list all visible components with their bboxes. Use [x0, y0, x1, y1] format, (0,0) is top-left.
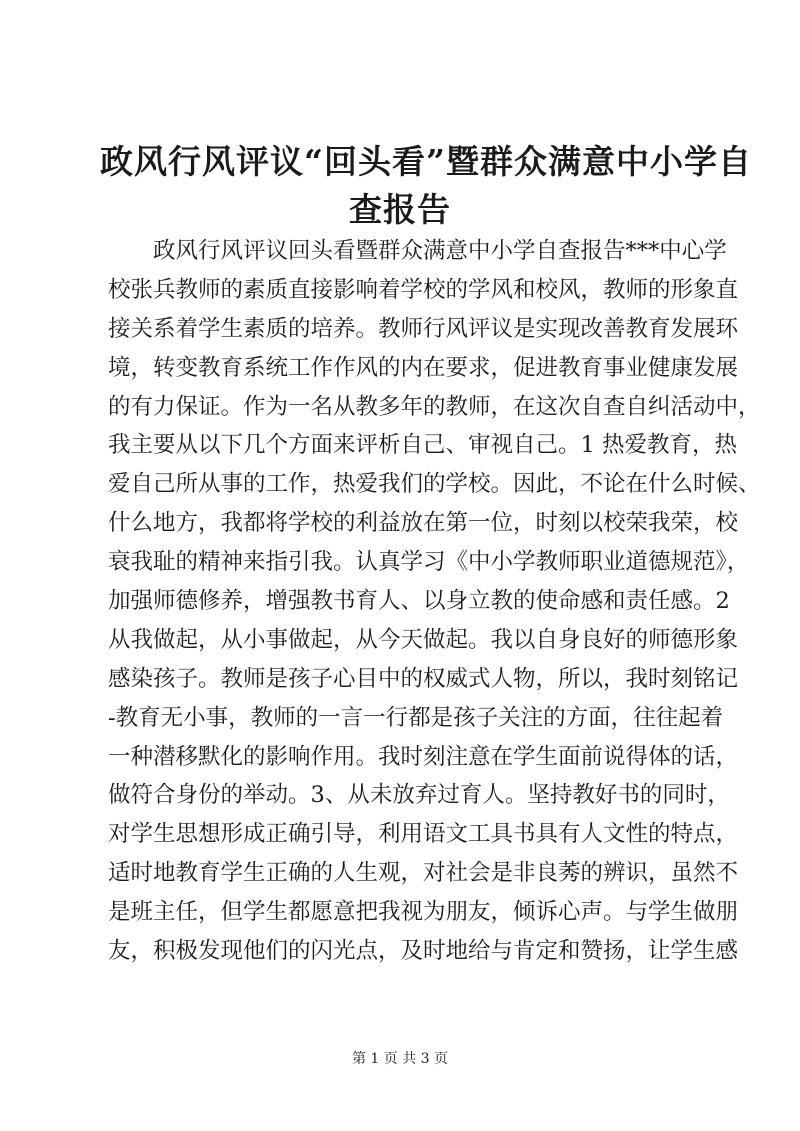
body-line: 做符合身份的举动。3、从未放弃过育人。坚持教好书的同时， — [108, 782, 730, 809]
title-line: 查报告 — [349, 190, 451, 229]
body-line: 接关系着学生素质的培养。教师行风评议是实现改善教育发展环 — [108, 315, 739, 342]
title-line: 政风行风评议“回头看”暨群众满意中小学自 — [100, 142, 752, 181]
body-line: 政风行风评议回头看暨群众满意中小学自查报告***中心学 — [108, 238, 727, 264]
document-body — [108, 232, 761, 971]
body-line: 感染孩子。教师是孩子心目中的权威式人物，所以，我时刻铭记 — [108, 665, 739, 692]
body-line: 校张兵教师的素质直接影响着学校的学风和校风，教师的形象直 — [108, 276, 739, 303]
body-line: -教育无小事，教师的一言一行都是孩子关注的方面，往往起着 — [108, 704, 724, 731]
body-line: 境，转变教育系统工作作风的内在要求，促进教育事业健康发展 — [108, 354, 739, 381]
page-footer: 第 1 页 共 3 页 — [351, 1051, 449, 1067]
body-line: 从我做起，从小事做起，从今天做起。我以自身良好的师德形象 — [108, 626, 739, 653]
body-line: 什么地方，我都将学校的利益放在第一位，时刻以校荣我荣，校 — [108, 510, 739, 537]
body-line: 一种潜移默化的影响作用。我时刻注意在学生面前说得体的话， — [108, 743, 739, 770]
body-line: 适时地教育学生正确的人生观，对社会是非良莠的辨识，虽然不 — [108, 860, 739, 887]
body-line: 衰我耻的精神来指引我。认真学习《中小学教师职业道德规范》， — [108, 549, 750, 576]
body-line: 我主要从以下几个方面来评析自己、审视自己。1 热爱教育，热 — [108, 432, 737, 459]
body-line: 对学生思想形成正确引导，利用语文工具书具有人文性的特点， — [108, 821, 739, 848]
document-title — [100, 138, 752, 234]
body-line: 友，积极发现他们的闪光点，及时地给与肯定和赞扬，让学生感 — [108, 938, 739, 965]
body-line: 爱自己所从事的工作，热爱我们的学校。因此，不论在什么时候、 — [108, 471, 761, 498]
body-line: 加强师德修养，增强教书育人、以身立教的使命感和责任感。2 — [108, 588, 730, 615]
body-line: 是班主任，但学生都愿意把我视为朋友，倾诉心声。与学生做朋 — [108, 899, 739, 926]
body-line: 的有力保证。作为一名从教多年的教师，在这次自查自纠活动中， — [108, 393, 761, 420]
